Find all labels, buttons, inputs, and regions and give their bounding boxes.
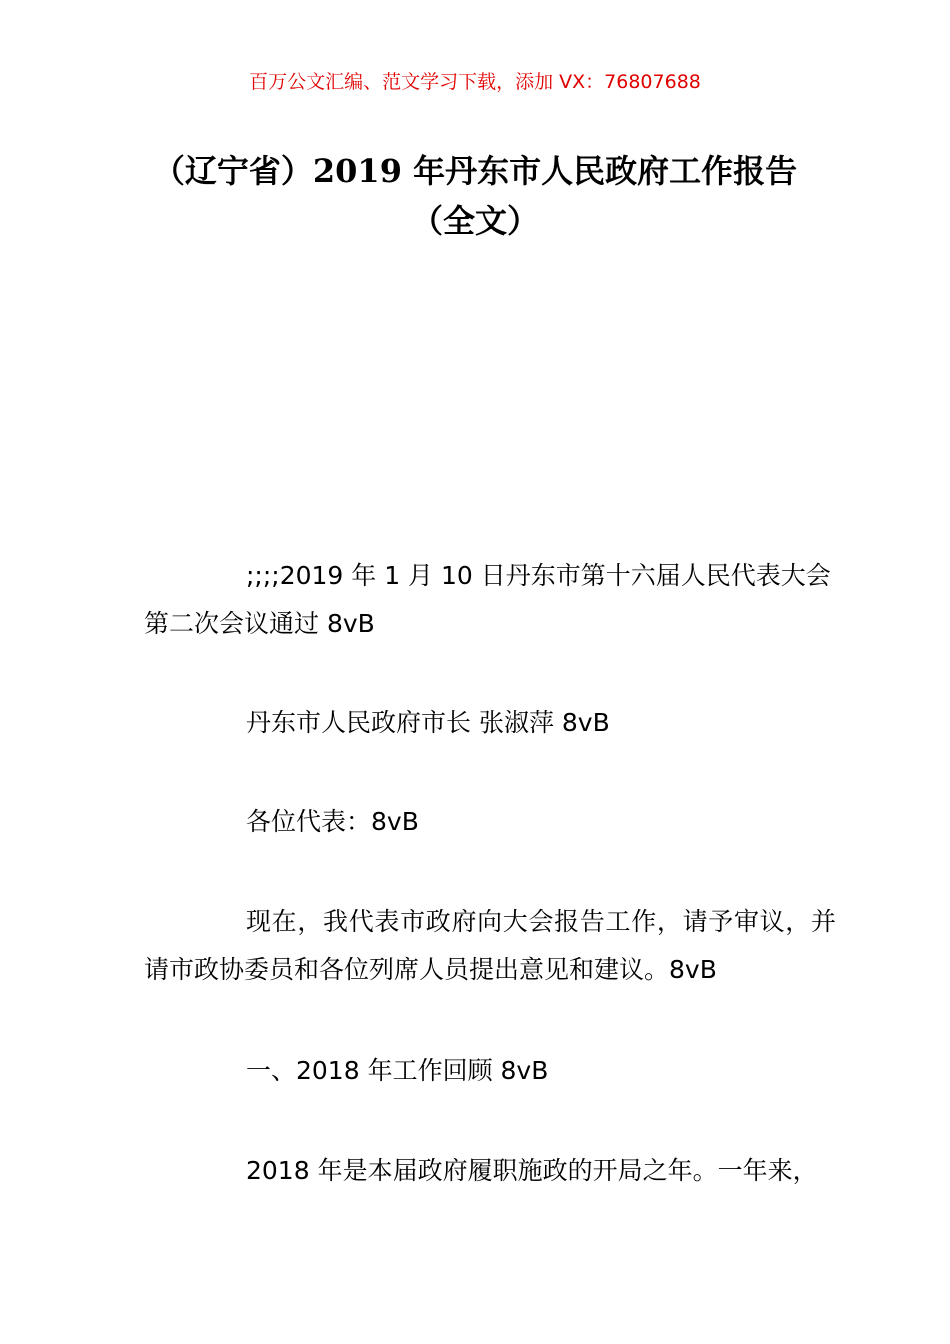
paragraph-review-start: 2018 年是本届政府履职施政的开局之年。一年来， bbox=[246, 1156, 818, 1185]
document-title: （辽宁省）2019 年丹东市人民政府工作报告（全文） bbox=[152, 152, 798, 240]
paragraph-intro: 现在，我代表市政府向大会报告工作，请予审议，并请市政协委员和各位列席人员提出意见和建议。8vB bbox=[144, 907, 836, 984]
watermark-header-note: 百万公文汇编、范文学习下载，添加 VX：76807688 bbox=[249, 71, 701, 93]
section-heading-review: 一、2018 年工作回顾 8vB bbox=[246, 1056, 549, 1085]
paragraph-meeting-info: ;;;;2019 年 1 月 10 日丹东市第十六届人民代表大会第二次会议通过 8vB bbox=[144, 561, 831, 638]
paragraph-speaker: 丹东市人民政府市长 张淑萍 8vB bbox=[246, 708, 610, 737]
paragraph-salutation: 各位代表：8vB bbox=[246, 807, 419, 836]
